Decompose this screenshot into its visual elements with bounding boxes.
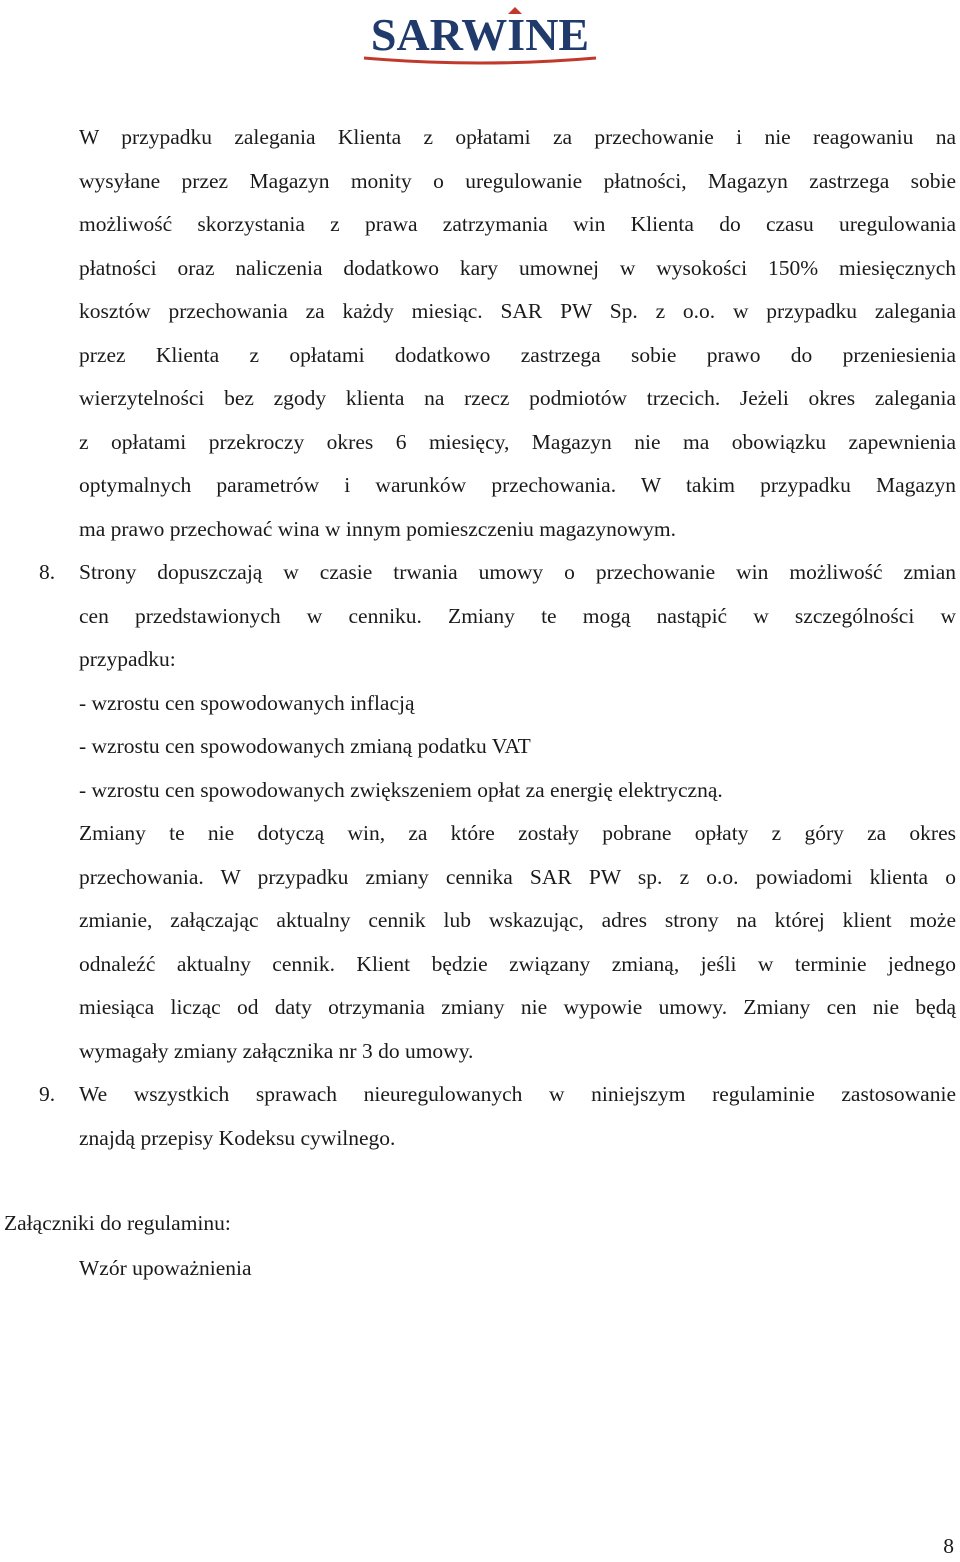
text-line: W przypadku zalegania Klienta z opłatami za przechowanie i nie reagowaniu na	[79, 125, 956, 149]
text-line: Strony dopuszczają w czasie trwania umowy o przechowanie win możliwość zmian	[79, 560, 956, 584]
text-line: miesiąca licząc od daty otrzymania zmiany nie wypowie umowy. Zmiany cen nie będą	[79, 995, 956, 1019]
text-line: przechowania. W przypadku zmiany cennika SAR PW sp. z o.o. powiadomi klienta o	[79, 864, 956, 889]
text-line: We wszystkich sprawach nieuregulowanych w niniejszym regulaminie zastosowanie	[79, 1082, 956, 1106]
document-body	[39, 116, 956, 1160]
text-line: wysyłane przez Magazyn monity o uregulowanie płatności, Magazyn zastrzega sobie	[79, 168, 956, 193]
text-line: wymagały zmiany załącznika nr 3 do umowy.	[79, 1038, 474, 1063]
list-number: 9.	[39, 1082, 56, 1106]
attachments-heading: Załączniki do regulaminu:	[4, 1211, 231, 1235]
text-line: zmianie, załączając aktualny cennik lub wskazując, adres strony na której klient może	[79, 908, 956, 932]
text-line: możliwość skorzystania z prawa zatrzymania win Klienta do czasu uregulowania	[79, 212, 956, 236]
text-line: z opłatami przekroczy okres 6 miesięcy, Magazyn nie ma obowiązku zapewnienia	[79, 429, 956, 454]
sarwine-logo-graphic	[360, 4, 600, 66]
page-number: 8	[943, 1534, 954, 1558]
bullet-line: - wzrostu cen spowodowanych zmianą podatku VAT	[79, 734, 531, 758]
list-number: 8.	[39, 560, 56, 584]
paragraph-late-payment	[79, 116, 956, 551]
list-item-8	[39, 551, 956, 1073]
text-line: Zmiany te nie dotyczą win, za które zostały pobrane opłaty z góry za okres	[79, 821, 956, 845]
text-line: znajdą przepisy Kodeksu cywilnego.	[79, 1125, 396, 1150]
text-line: optymalnych parametrów i warunków przechowania. W takim przypadku Magazyn	[79, 473, 956, 497]
text-line: odnaleźć aktualny cennik. Klient będzie związany zmianą, jeśli w terminie jednego	[79, 951, 956, 976]
company-logo	[360, 4, 600, 66]
text-line: płatności oraz naliczenia dodatkowo kary umownej w wysokości 150% miesięcznych	[79, 255, 956, 280]
text-line: przez Klienta z opłatami dodatkowo zastrzega sobie prawo do przeniesienia	[79, 342, 956, 367]
bullet-line: - wzrostu cen spowodowanych zwiększeniem opłat za energię elektryczną.	[79, 777, 723, 802]
text-line: przypadku:	[79, 647, 176, 671]
list-item-9	[39, 1073, 956, 1160]
text-line: wierzytelności bez zgody klienta na rzecz podmiotów trzecich. Jeżeli okres zalegania	[79, 386, 956, 410]
text-line: ma prawo przechować wina w innym pomieszczeniu magazynowym.	[79, 516, 677, 541]
text-line: cen przedstawionych w cenniku. Zmiany te mogą nastąpić w szczególności w	[79, 603, 956, 628]
logo-text: SARWINE	[370, 9, 590, 60]
bullet-line: - wzrostu cen spowodowanych inflacją	[79, 690, 415, 715]
attachment-item: Wzór upoważnienia	[79, 1256, 252, 1280]
text-line: kosztów przechowania za każdy miesiąc. SAR PW Sp. z o.o. w przypadku zalegania	[79, 299, 956, 323]
